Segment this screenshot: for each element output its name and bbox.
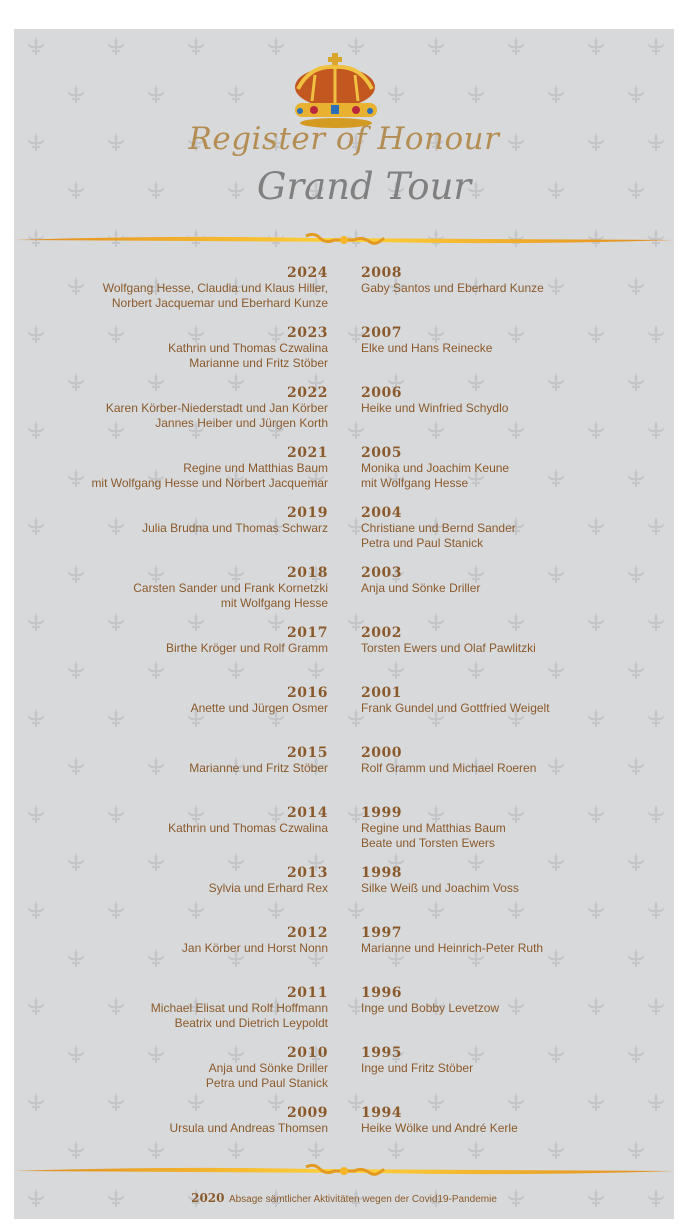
entry-names: Rolf Gramm und Michael Roeren [361, 761, 537, 775]
honour-entry [361, 806, 661, 866]
crown-icon [290, 53, 382, 129]
fleur-de-lis-icon [548, 85, 564, 103]
honour-entry [14, 626, 328, 686]
entry-year: 2001 [361, 685, 402, 701]
entry-year: 2013 [287, 865, 328, 881]
honour-entry [361, 446, 661, 506]
entry-names: Frank Gundel und Gottfried Weigelt [361, 701, 550, 715]
entry-year: 2019 [287, 505, 328, 521]
entry-names: Torsten Ewers und Olaf Pawlitzki [361, 641, 536, 655]
honour-entry [14, 986, 328, 1046]
entry-names: Marianne und Fritz Stöber [189, 356, 328, 370]
honour-entry [361, 866, 661, 926]
entry-names: Jannes Heiber und Jürgen Korth [155, 416, 328, 430]
entry-year: 2009 [287, 1105, 328, 1121]
entry-names: Anja und Sönke Driller [208, 1061, 328, 1075]
honour-entry [361, 1106, 661, 1166]
entry-year: 2008 [361, 265, 402, 281]
fleur-de-lis-icon [648, 37, 664, 55]
entry-names: Petra und Paul Stanick [361, 536, 484, 550]
entry-names: Anette und Jürgen Osmer [190, 701, 328, 715]
honour-entry [14, 446, 328, 506]
entry-year: 2017 [287, 625, 328, 641]
entry-names: Marianne und Heinrich-Peter Ruth [361, 941, 544, 955]
fleur-de-lis-icon [628, 85, 644, 103]
honour-entry [14, 326, 328, 386]
right-column [361, 266, 661, 1166]
entry-year: 2010 [287, 1045, 328, 1061]
entry-names: Michael Elisat und Rolf Hoffmann [150, 1001, 328, 1015]
entry-names: Inge und Bobby Levetzow [361, 1001, 500, 1015]
entry-names: Inge und Fritz Stöber [361, 1061, 474, 1075]
entry-year: 2018 [287, 565, 328, 581]
entry-names: mit Wolfgang Hesse [220, 596, 328, 610]
footer-note [14, 1189, 674, 1207]
entry-year: 2004 [361, 505, 402, 521]
entry-year: 2023 [287, 325, 328, 341]
fleur-de-lis-icon [28, 37, 44, 55]
entry-names: Silke Weiß und Joachim Voss [361, 881, 519, 895]
honour-entry [14, 1046, 328, 1106]
entry-names: mit Wolfgang Hesse [361, 476, 469, 490]
entry-names: mit Wolfgang Hesse und Norbert Jacquemar [91, 476, 328, 490]
title-register-of-honour: Register of Honour [188, 121, 500, 157]
honour-entry [361, 266, 661, 326]
entry-names: Petra und Paul Stanick [205, 1076, 328, 1090]
entry-names: Jan Körber und Horst Nonn [181, 941, 328, 955]
entry-names: Kathrin und Thomas Czwalina [168, 341, 328, 355]
honour-entry [14, 566, 328, 626]
honour-entry [361, 386, 661, 446]
honour-entry [361, 926, 661, 986]
entry-year: 2012 [287, 925, 328, 941]
entry-names: Karen Körber-Niederstadt und Jan Körber [105, 401, 328, 415]
entry-year: 1996 [361, 985, 402, 1001]
entry-year: 2014 [287, 805, 328, 821]
entry-names: Elke und Hans Reinecke [361, 341, 493, 355]
entry-year: 2005 [361, 445, 402, 461]
fleur-de-lis-icon [388, 85, 404, 103]
fleur-de-lis-icon [68, 85, 84, 103]
entry-year: 2003 [361, 565, 402, 581]
entry-names: Beatrix und Dietrich Leypoldt [174, 1016, 328, 1030]
entry-year: 2000 [361, 745, 402, 761]
fleur-de-lis-icon [148, 85, 164, 103]
honour-entry [14, 746, 328, 806]
fleur-de-lis-icon [508, 37, 524, 55]
entry-names: Heike und Winfried Schydlo [361, 401, 509, 415]
honour-entry [14, 266, 328, 326]
fleur-de-lis-icon [188, 37, 204, 55]
fleur-de-lis-icon [228, 85, 244, 103]
entry-year: 1995 [361, 1045, 402, 1061]
honour-entry [361, 986, 661, 1046]
honour-entry [14, 506, 328, 566]
honour-entry [361, 506, 661, 566]
honour-entry [361, 1046, 661, 1106]
entry-names: Regine und Matthias Baum [361, 821, 506, 835]
entry-year: 2021 [287, 445, 328, 461]
honour-entry [14, 926, 328, 986]
fleur-de-lis-icon [588, 37, 604, 55]
entry-year: 1994 [361, 1105, 402, 1121]
footer-text: Absage sämtlicher Aktivitäten wegen der Covid19-Pandemie [228, 1194, 497, 1205]
entry-names: Heike Wölke und André Kerle [361, 1121, 518, 1135]
entry-year: 2024 [287, 265, 328, 281]
entry-year: 2015 [287, 745, 328, 761]
entry-names: Christiane und Bernd Sander [361, 521, 516, 535]
honour-entry [14, 806, 328, 866]
honour-entry [14, 866, 328, 926]
entry-names: Beate und Torsten Ewers [361, 836, 495, 850]
ornamental-divider-bottom [14, 1163, 674, 1179]
entry-year: 2006 [361, 385, 402, 401]
footer-year: 2020 [191, 1191, 225, 1205]
entry-names: Anja und Sönke Driller [361, 581, 481, 595]
entry-year: 1997 [361, 925, 402, 941]
honour-entry [361, 566, 661, 626]
entry-year: 1998 [361, 865, 402, 881]
left-column [14, 266, 328, 1166]
register-panel [14, 29, 674, 1219]
entry-names: Birthe Kröger und Rolf Gramm [165, 641, 328, 655]
entry-year: 2016 [287, 685, 328, 701]
fleur-de-lis-icon [108, 37, 124, 55]
entry-year: 2011 [287, 985, 328, 1001]
honour-entry [14, 386, 328, 446]
honour-entry [361, 686, 661, 746]
honour-entry [361, 746, 661, 806]
entry-names: Ursula und Andreas Thomsen [169, 1121, 328, 1135]
entry-names: Kathrin und Thomas Czwalina [168, 821, 328, 835]
honour-entry [14, 686, 328, 746]
entry-year: 1999 [361, 805, 402, 821]
ornamental-divider-top [14, 232, 674, 248]
entry-names: Sylvia und Erhard Rex [208, 881, 328, 895]
fleur-de-lis-icon [428, 37, 444, 55]
entry-names: Wolfgang Hesse, Claudia und Klaus Hiller, [102, 281, 328, 295]
entry-names: Marianne und Fritz Stöber [189, 761, 328, 775]
entry-names: Julia Brudna und Thomas Schwarz [142, 521, 328, 535]
entry-names: Gaby Santos und Eberhard Kunze [361, 281, 544, 295]
honour-entry [361, 326, 661, 386]
entry-names: Regine und Matthias Baum [183, 461, 328, 475]
fleur-de-lis-icon [268, 37, 284, 55]
entry-names: Norbert Jacquemar und Eberhard Kunze [111, 296, 328, 310]
entry-year: 2022 [287, 385, 328, 401]
honour-entry [14, 1106, 328, 1166]
title-grand-tour: Grand Tour [256, 165, 472, 208]
entry-year: 2007 [361, 325, 402, 341]
honour-entry [361, 626, 661, 686]
entry-names: Carsten Sander und Frank Kornetzki [133, 581, 328, 595]
fleur-de-lis-icon [468, 85, 484, 103]
entry-year: 2002 [361, 625, 402, 641]
entry-names: Monika und Joachim Keune [361, 461, 510, 475]
